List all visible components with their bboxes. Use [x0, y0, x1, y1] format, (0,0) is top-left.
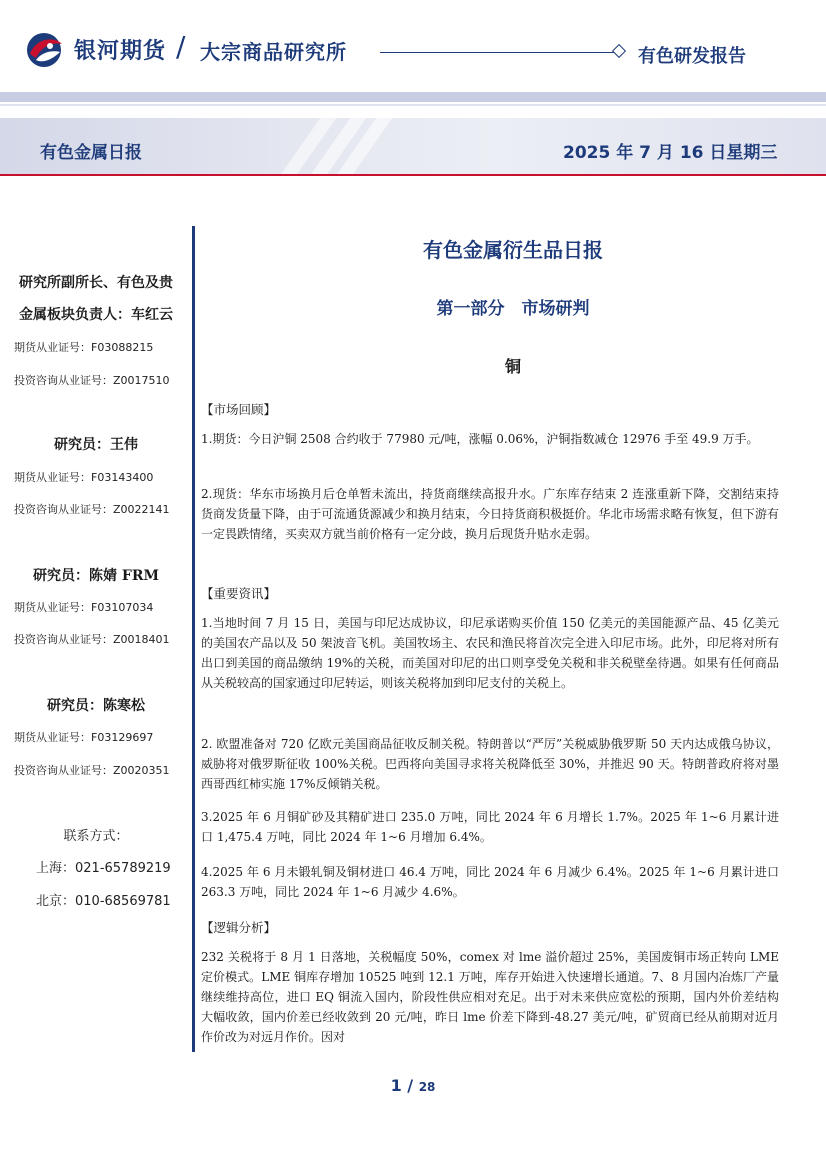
section-heading-review: 【市场回顾】 [201, 402, 277, 417]
page-separator: / [401, 1076, 419, 1095]
lead-title-line2: 金属板块负责人：车红云 [19, 307, 173, 323]
galaxy-logo-icon [22, 30, 66, 70]
analyst-invest-cert: 投资咨询从业证号：Z0022141 [14, 503, 170, 516]
analyst-futures-cert: 期货从业证号：F03143400 [14, 471, 154, 484]
contact-beijing: 北京：010-68569781 [36, 894, 171, 909]
review-futures-paragraph: 1.期货：今日沪铜 2508 合约收于 77980 元/吨，涨幅 0.06%，沪铜指数减仓 12976 手至 49.9 万手。 [201, 432, 759, 446]
analyst-invest-cert: 投资咨询从业证号：Z0018401 [14, 633, 170, 646]
banner-title: 有色金属日报 [40, 143, 142, 163]
contact-shanghai: 上海：021-65789219 [36, 861, 171, 876]
lead-title-line1: 研究所副所长、有色及贵 [19, 275, 173, 291]
header-rule [380, 52, 618, 53]
metal-title: 铜 [504, 357, 521, 376]
section-heading-news: 【重要资讯】 [201, 586, 277, 601]
sidebar-divider [192, 226, 195, 1052]
news-paragraph: 4.2025 年 6 月未锻轧铜及铜材进口 46.4 万吨，同比 2024 年 6 月减少 6.4%。2025 年 1~6 月累计进口 263.3 万吨，同比 2024 年 1~6 月减少 4.6%。 [201, 865, 779, 899]
report-type: 有色研发报告 [638, 46, 746, 67]
header-stripe-thin [0, 104, 826, 106]
analyst-name: 研究员：陈寒松 [47, 698, 145, 714]
brand-name: 银河期货 [74, 39, 167, 64]
banner-divider [0, 174, 826, 176]
news-paragraph: 1.当地时间 7 月 15 日，美国与印尼达成协议，印尼承诺购买价值 150 亿美元的美国能源产品、45 亿美元的美国农产品以及 50 架波音飞机。美国牧场主、农民和渔民将首次完全进入印尼市场。此外，印尼将对所有出口到美国的商品缴纳 19%的关税，而美国对印尼的出口则享受免关税和非关税壁垒待遇。如果有任何商品从关税较高的国家通过印尼转运，则该关税将加到印尼支付的关税上。 [201, 616, 779, 690]
section-heading-logic: 【逻辑分析】 [201, 920, 277, 935]
lead-futures-cert: 期货从业证号：F03088215 [14, 341, 154, 354]
analyst-futures-cert: 期货从业证号：F03107034 [14, 601, 154, 614]
page-title: 有色金属衍生品日报 [423, 238, 603, 262]
page-number [0, 1076, 826, 1095]
news-paragraph: 3.2025 年 6 月铜矿砂及其精矿进口 235.0 万吨，同比 2024 年 6 月增长 1.7%。2025 年 1~6 月累计进口 1,475.4 万吨，同比 2024 年 1~6 月增加 6.4%。 [201, 810, 779, 844]
analyst-name: 研究员：王伟 [54, 437, 138, 453]
logic-paragraph: 232 关税将于 8 月 1 日落地，关税幅度 50%，comex 对 lme 溢价超过 25%，美国废铜市场正转向 LME 定价模式。LME 铜库存增加 10525 吨到 12.1 万吨，库存开始进入快速增长通道。7、8 月国内冶炼厂产量继续维持高位，进口 EQ 铜流入国内，阶段性供应相对充足。出于对未来供应宽松的预期，国内外价差结构大幅收敛，国内价差已经收敛到 20 元/吨，昨日 lme 价差下降到-48.27 美元/吨，矿贸商已经从前期对近月作价改为对远月作价。因对 [201, 950, 779, 1044]
page-current: 1 [390, 1076, 402, 1095]
contact-label: 联系方式： [63, 829, 129, 844]
page-total: 28 [418, 1080, 436, 1094]
lead-invest-cert: 投资咨询从业证号：Z0017510 [14, 374, 170, 387]
header-stripe [0, 92, 826, 102]
analyst-invest-cert: 投资咨询从业证号：Z0020351 [14, 764, 170, 777]
header-slash: / [176, 30, 186, 63]
review-spot-paragraph: 2.现货：华东市场换月后仓单暂未流出，持货商继续高报升水。广东库存结束 2 连涨重新下降，交割结束持货商发货量下降，由于可流通货源减少和换月结束，今日持货商积极挺价。华北市场需求略有恢复，但下游有一定畏跌情绪，买卖双方就当前价格有一定分歧，换月后现货升贴水走弱。 [201, 487, 779, 541]
analyst-futures-cert: 期货从业证号：F03129697 [14, 731, 154, 744]
institute-name: 大宗商品研究所 [200, 40, 347, 64]
part-title: 第一部分 市场研判 [436, 299, 590, 319]
report-date: 2025 年 7 月 16 日星期三 [563, 143, 778, 163]
news-paragraph: 2. 欧盟准备对 720 亿欧元美国商品征收反制关税。特朗普以“严厉”关税威胁俄罗斯 50 天内达成俄乌协议，威胁将对俄罗斯征收 100%关税。巴西将向美国寻求将关税降低至 30%，并推迟 90 天。特朗普政府将对墨西哥西红柿实施 17%反倾销关税。 [201, 737, 779, 791]
analyst-name: 研究员：陈婧 FRM [33, 568, 159, 584]
diamond-icon [612, 44, 626, 58]
